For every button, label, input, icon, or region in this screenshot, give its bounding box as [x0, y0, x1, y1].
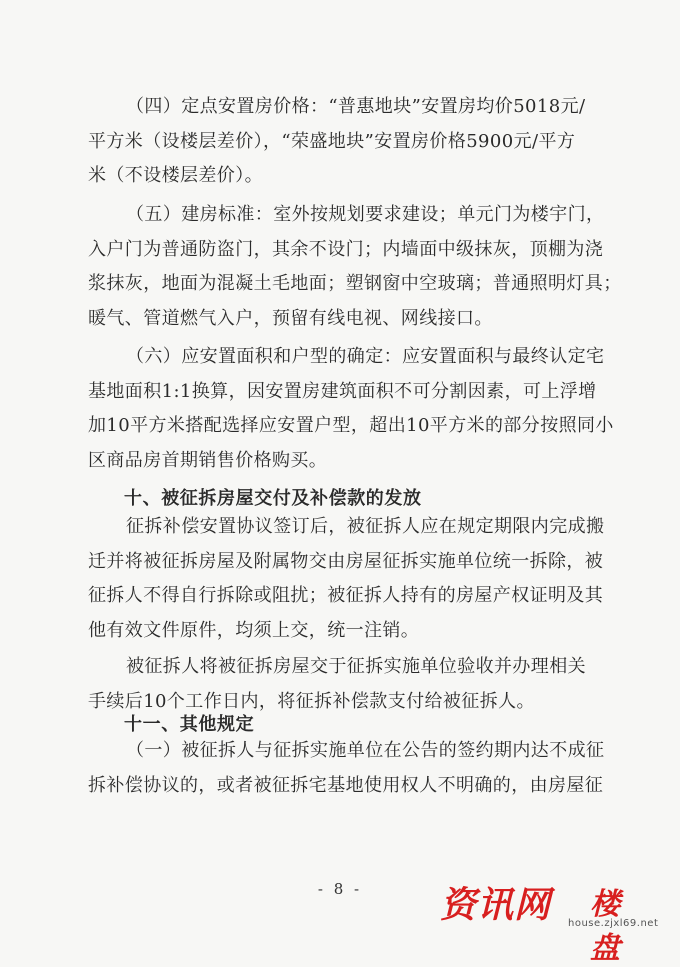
- watermark-url: house.zjxl69.net: [568, 918, 659, 929]
- item5-line: （五）建房标准：室外按规划要求建设；单元门为楼宇门，: [126, 204, 605, 225]
- item5-line: 浆抹灰，地面为混凝土毛地面；塑钢窗中空玻璃；普通照明灯具；: [88, 273, 622, 294]
- para10a-line: 迁并将被征拆房屋及附属物交由房屋征拆实施单位统一拆除，被: [88, 550, 604, 572]
- para10b-line: 被征拆人将被征拆房屋交于征拆实施单位验收并办理相关: [126, 656, 586, 677]
- section-item-5: [88, 198, 622, 336]
- item5-line: 入户门为普通防盗门，其余不设门；内墙面中级抹灰，顶棚为浇: [88, 238, 604, 260]
- section-10-paragraph-a: [88, 510, 608, 648]
- section-item-4: [88, 90, 608, 194]
- item4-line: 平方米（设楼层差价），“荣盛地块”安置房价格5900元/平方: [88, 130, 576, 152]
- para10b-line: 手续后10个工作日内，将征拆补偿款支付给被征拆人。: [88, 690, 535, 712]
- item11-1-line: （一）被征拆人与征拆实施单位在公告的签约期内达不成征: [126, 740, 605, 761]
- watermark-side-text: 楼盘: [590, 887, 638, 966]
- item5-line: 暖气、管道燃气入户，预留有线电视、网线接口。: [88, 307, 493, 329]
- item11-1-line: 拆补偿协议的，或者被征拆宅基地使用权人不明确的，由房屋征: [88, 774, 604, 796]
- section-heading-11: 十一、其他规定: [124, 714, 255, 735]
- item4-line: 米（不设楼层差价）。: [88, 165, 263, 186]
- section-10-paragraph-b: [88, 650, 608, 719]
- item4-line: （四）定点安置房价格：“普惠地块”安置房均价5018元/: [126, 96, 586, 117]
- section-item-6: [88, 340, 614, 478]
- para10a-line: 他有效文件原件，均须上交，统一注销。: [88, 619, 420, 641]
- section-heading-10: 十、被征拆房屋交付及补偿款的发放: [124, 488, 422, 509]
- para10a-line: 征拆人不得自行拆除或阻扰；被征拆人持有的房屋产权证明及其: [88, 585, 604, 606]
- section-item-11-1: [88, 734, 608, 803]
- item6-line: 区商品房首期销售价格购买。: [88, 449, 328, 471]
- item6-line: 基地面积1:1换算，因安置房建筑面积不可分割因素，可上浮增: [88, 380, 597, 402]
- watermark-brand: 资讯网: [440, 885, 552, 926]
- item6-line: （六）应安置面积和户型的确定：应安置面积与最终认定宅: [126, 346, 605, 367]
- page-number: - 8 -: [317, 880, 363, 898]
- item6-line: 加10平方米搭配选择应安置户型，超出10平方米的部分按照同小: [88, 415, 614, 436]
- para10a-line: 征拆补偿安置协议签订后，被征拆人应在规定期限内完成搬: [126, 516, 605, 537]
- watermark-logo: [440, 877, 678, 966]
